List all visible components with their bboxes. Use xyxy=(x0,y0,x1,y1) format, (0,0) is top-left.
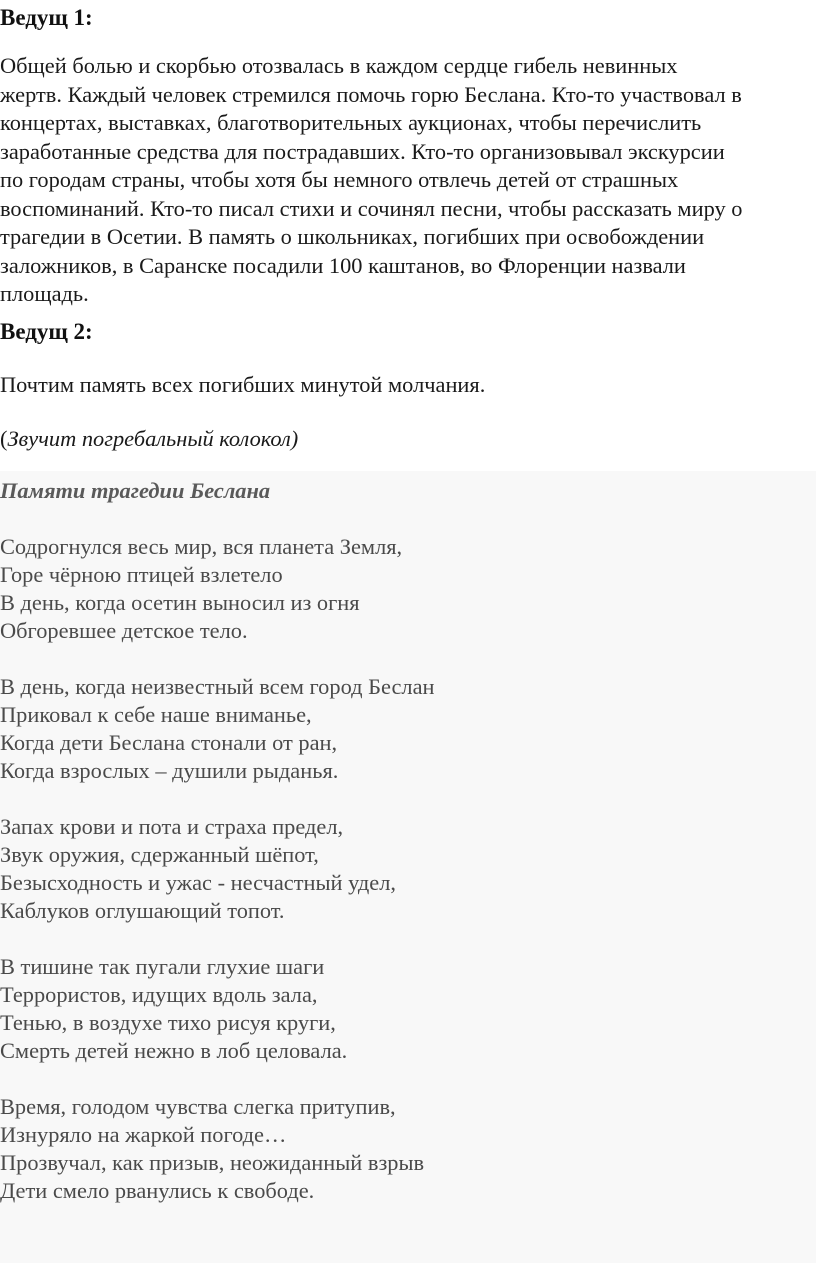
poem-line: Запах крови и пота и страха предел, xyxy=(0,814,344,839)
poem-line: Когда дети Беслана стонали от ран, xyxy=(0,730,338,755)
poem-line: В тишине так пугали глухие шаги xyxy=(0,954,325,979)
speaker-heading-2: Ведущ 2: xyxy=(0,319,93,344)
paragraph-line: заложников, в Саранске посадили 100 каштанов, во Флоренции назвали xyxy=(0,252,686,278)
poem-line: Смерть детей нежно в лоб целовала. xyxy=(0,1038,348,1063)
stage-direction-text: Звучит погребальный колокол) xyxy=(7,426,299,451)
paragraph-line: жертв. Каждый человек стремился помочь горю Беслана. Кто-то участвовал в xyxy=(0,81,742,107)
poem-line: Содрогнулся весь мир, вся планета Земля, xyxy=(0,534,403,559)
poem-stanza xyxy=(0,1093,424,1205)
paragraph-line: по городам страны, чтобы хотя бы немного отвлечь детей от страшных xyxy=(0,167,679,192)
poem-line: Безысходность и ужас - несчастный удел, xyxy=(0,870,397,895)
poem-stanza xyxy=(0,813,396,925)
poem-line: Террористов, идущих вдоль зала, xyxy=(0,982,318,1007)
paragraph-line: Общей болью и скорбью отозвалась в каждом сердце гибель невинных xyxy=(0,53,678,78)
poem-line: В день, когда неизвестный всем город Беслан xyxy=(0,674,435,699)
poem-line: В день, когда осетин выносил из огня xyxy=(0,590,360,615)
stage-direction xyxy=(0,425,298,453)
poem-title: Памяти трагедии Беслана xyxy=(0,478,271,503)
paragraph-line: заработанные средства для пострадавших. Кто-то организовывал экскурсии xyxy=(0,138,725,164)
poem-line: Горе чёрною птицей взлетело xyxy=(0,562,283,587)
stage-direction-paren: ( xyxy=(0,426,8,451)
poem-stanza xyxy=(0,673,435,785)
paragraph-line: трагедии в Осетии. В память о школьниках, погибших при освобождении xyxy=(0,224,705,249)
paragraph-line: площадь. xyxy=(0,281,89,306)
paragraph-line: концертах, выставках, благотворительных аукционах, чтобы перечислить xyxy=(0,110,702,135)
poem-stanza xyxy=(0,533,402,645)
poem-line: Изнуряло на жаркой погоде… xyxy=(0,1122,287,1147)
poem-block xyxy=(0,471,816,1263)
poem-line: Дети смело рванулись к свободе. xyxy=(0,1178,315,1203)
poem-stanza xyxy=(0,953,347,1065)
poem-line: Когда взрослых – душили рыданья. xyxy=(0,758,339,783)
poem-line: Звук оружия, сдержанный шёпот, xyxy=(0,842,319,867)
paragraph-line: воспоминаний. Кто-то писал стихи и сочинял песни, чтобы рассказать миру о xyxy=(0,195,743,221)
poem-line: Тенью, в воздухе тихо рисуя круги, xyxy=(0,1010,336,1035)
poem-line: Прозвучал, как призыв, неожиданный взрыв xyxy=(0,1150,425,1175)
poem-line: Приковал к себе наше вниманье, xyxy=(0,702,312,727)
silence-line: Почтим память всех погибших минутой молчания. xyxy=(0,372,486,397)
paragraph-1 xyxy=(0,52,816,309)
speaker-heading-1: Ведущ 1: xyxy=(0,5,93,30)
poem-line: Время, голодом чувства слегка притупив, xyxy=(0,1094,396,1119)
poem-line: Обгоревшее детское тело. xyxy=(0,618,248,643)
poem-line: Каблуков оглушающий топот. xyxy=(0,898,285,923)
